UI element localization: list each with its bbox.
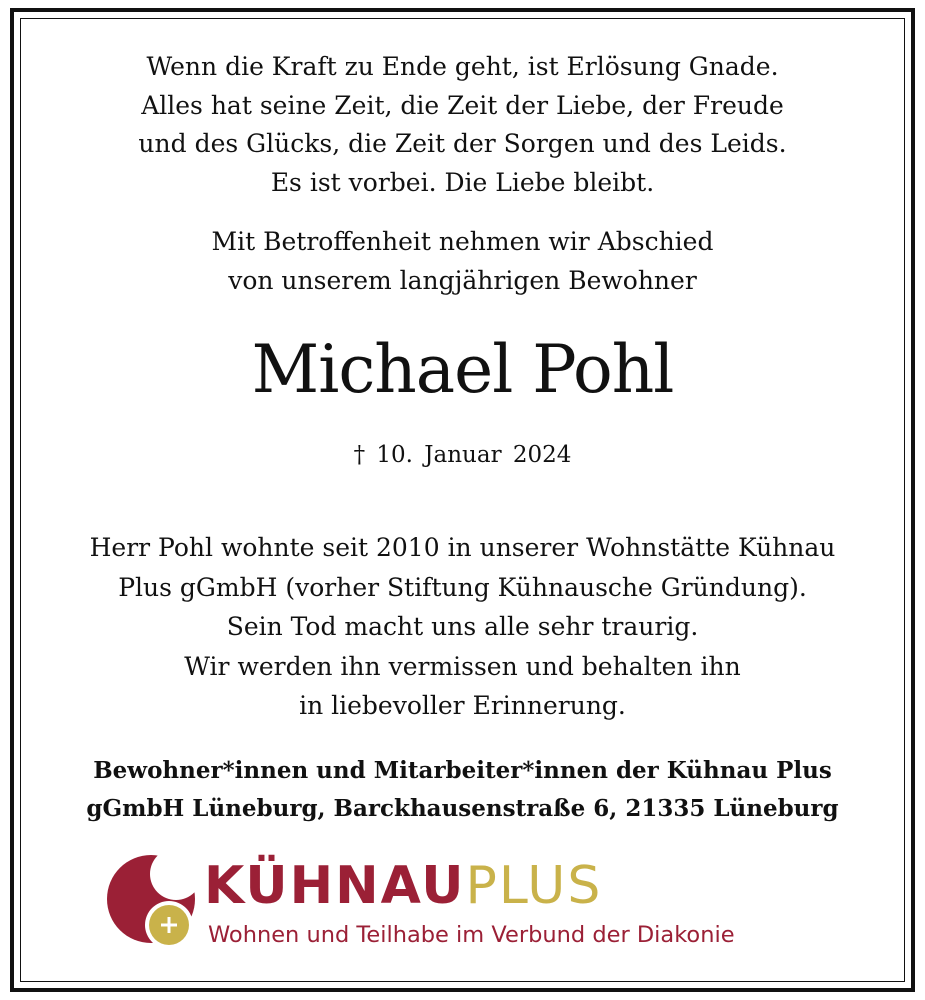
logo-wordmark <box>204 852 602 920</box>
poem-line: Es ist vorbei. Die Liebe bleibt. <box>270 167 655 197</box>
signature <box>0 752 925 828</box>
poem <box>0 48 925 202</box>
logo-word-kuehnau: KÜHNAU <box>204 856 466 916</box>
logo-circle-icon <box>104 852 204 952</box>
intro-text <box>0 222 925 300</box>
body-line: Sein Tod macht uns alle sehr traurig. <box>226 612 699 641</box>
body-line: in liebevoller Erinnerung. <box>299 691 626 720</box>
body-text <box>0 528 925 726</box>
body-line: Plus gGmbH (vorher Stiftung Kühnausche Gründung). <box>118 572 807 602</box>
kuehnau-plus-logo <box>104 852 844 962</box>
death-date: † 10. Januar 2024 <box>353 442 572 468</box>
body-line: Herr Pohl wohnte seit 2010 in unserer Wohnstätte Kühnau <box>89 533 836 562</box>
logo-tagline: Wohnen und Teilhabe im Verbund der Diakonie <box>208 922 735 948</box>
poem-line: und des Glücks, die Zeit der Sorgen und des Leids. <box>138 129 787 158</box>
signature-line: Bewohner*innen und Mitarbeiter*innen der Kühnau Plus <box>93 757 832 784</box>
intro-line: von unserem langjährigen Bewohner <box>228 266 697 295</box>
signature-line: gGmbH Lüneburg, Barckhausenstraße 6, 21335 Lüneburg <box>86 795 839 822</box>
body-line: Wir werden ihn vermissen und behalten ihn <box>184 651 741 681</box>
logo-word-plus: PLUS <box>465 856 603 916</box>
poem-line: Alles hat seine Zeit, die Zeit der Liebe, der Freude <box>141 90 784 120</box>
deceased-name: Michael Pohl <box>251 331 674 408</box>
intro-line: Mit Betroffenheit nehmen wir Abschied <box>211 227 714 256</box>
poem-line: Wenn die Kraft zu Ende geht, ist Erlösung Gnade. <box>146 52 779 81</box>
